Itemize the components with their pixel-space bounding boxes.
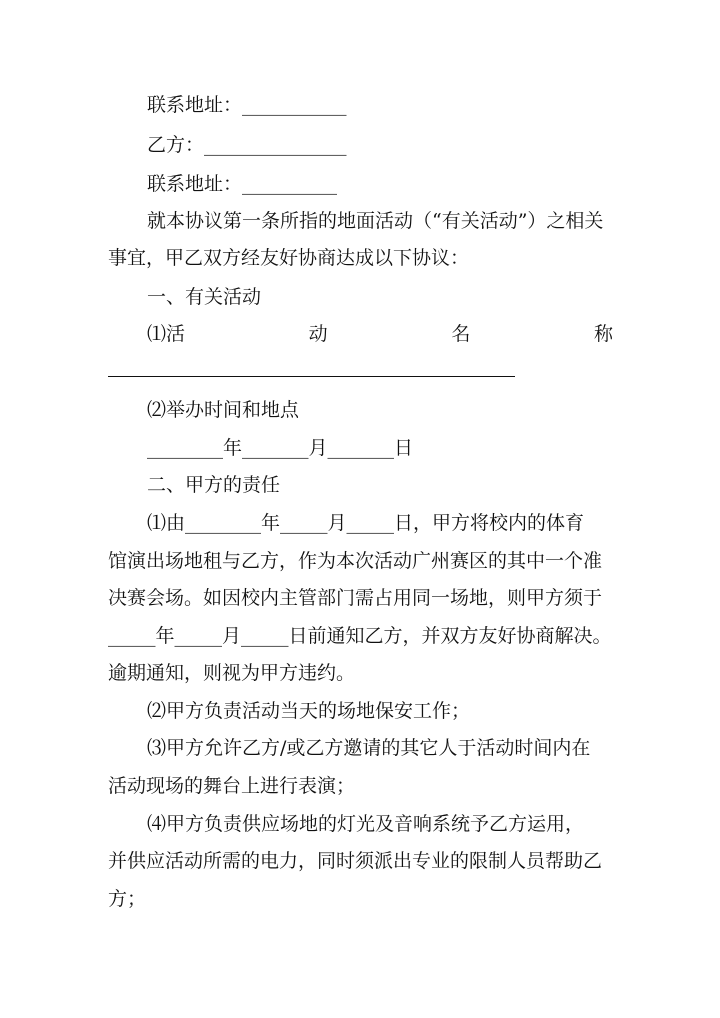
time-place-line: ⑵举办时间和地点 [147,399,300,421]
section-1-heading: 一、有关活动 [147,286,262,308]
party-b-line: 乙方：_______________ [147,134,347,156]
clause-3-line-1: ⑶甲方允许乙方/或乙方邀请的其它人于活动时间内在 [147,737,591,759]
party-b-address-line: 联系地址：__________ [147,173,338,195]
clause-4-line-3: 方； [108,888,147,910]
activity-name-line [147,322,613,346]
clause-2-line: ⑵甲方负责活动当天的场地保安工作； [147,700,471,722]
preamble-line-2: 事宜，甲乙双方经友好协商达成以下协议： [108,247,470,269]
preamble-line-1: 就本协议第一条所指的地面活动（“有关活动”）之相关 [147,210,604,232]
clause-1-line-4: _____年_____月_____日前通知乙方，并双方友好协商解决。 [108,625,612,647]
section-2-heading: 二、甲方的责任 [147,474,281,496]
activity-name-char-2: 动 [308,323,328,345]
party-a-address-line: 联系地址：___________ [147,94,347,116]
activity-name-char-4: 称 [593,323,613,345]
clause-1-line-5: 逾期通知，则视为甲方违约。 [108,662,356,684]
clause-4-line-2: 并供应活动所需的电力，同时须派出专业的限制人员帮助乙 [108,850,603,872]
date-blank-line: ________年_______月_______日 [147,437,414,459]
clause-3-line-2: 活动现场的舞台上进行表演； [108,775,356,797]
clause-1-line-2: 馆演出场地租与乙方，作为本次活动广州赛区的其中一个准 [108,550,603,572]
clause-1-line-3: 决赛会场。如因校内主管部门需占用同一场地，则甲方须于 [108,587,603,609]
activity-name-char-3: 名 [451,323,471,345]
activity-name-blank [108,376,515,377]
clause-1-line-1: ⑴由________年_____月_____日，甲方将校内的体育 [147,512,585,534]
clause-4-line-1: ⑷甲方负责供应场地的灯光及音响系统予乙方运用， [147,813,585,835]
activity-name-char-1: ⑴活 [147,323,186,345]
